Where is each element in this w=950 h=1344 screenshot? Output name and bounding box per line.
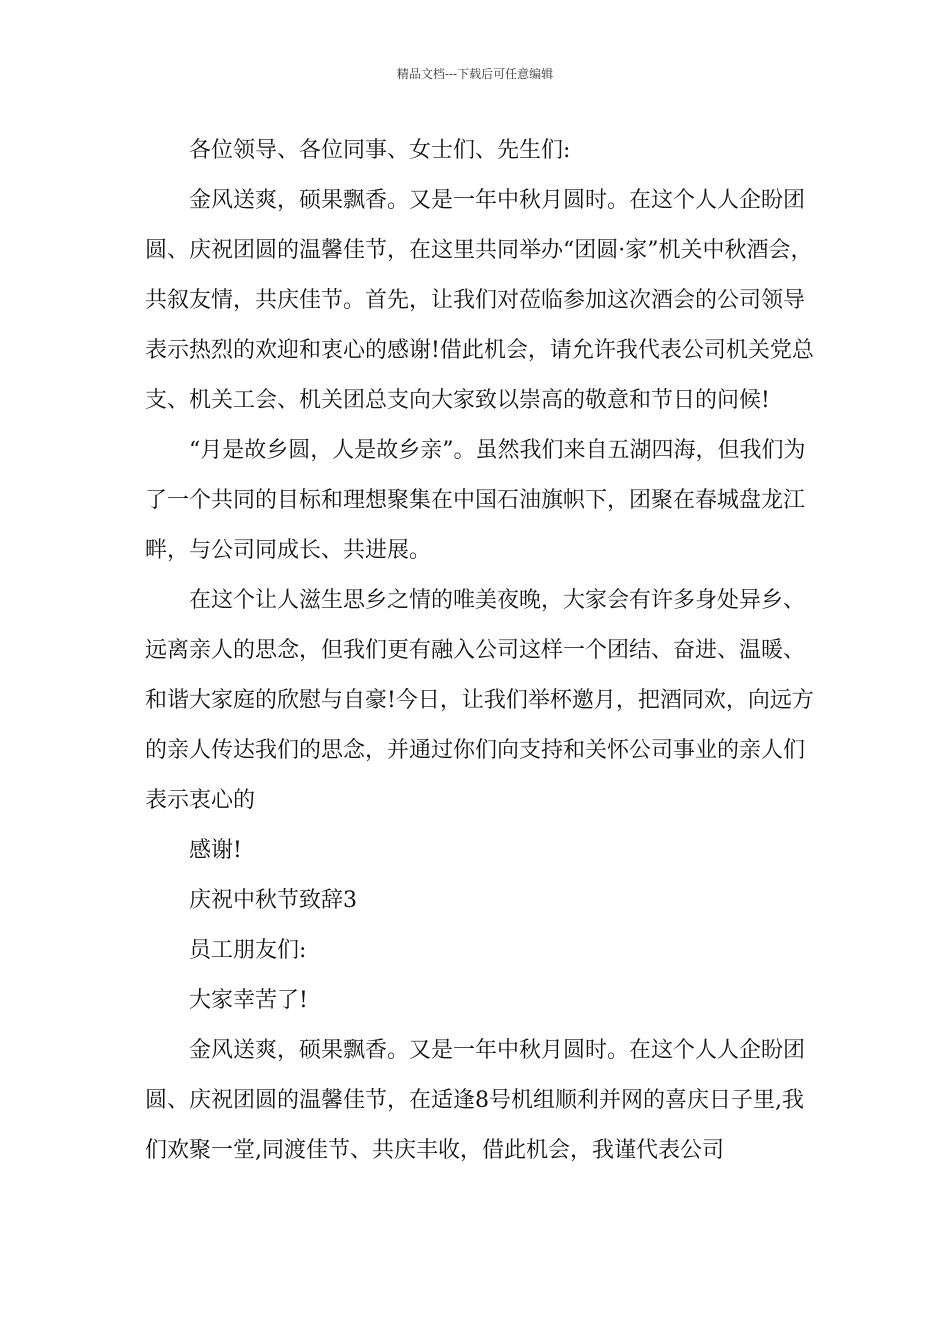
document-body: [145, 126, 825, 1176]
paragraph-second-opening: 金风送爽，硕果飘香。又是一年中秋月圆时。在这个人人企盼团圆、庆祝团圆的温馨佳节，在适逢8号机组顺利并网的喜庆日子里,我们欢聚一堂,同渡佳节、共庆丰收，借此机会，我谨代表公司: [145, 1038, 806, 1163]
paragraph-evening: 在这个让人滋生思乡之情的唯美夜晚，大家会有许多身处异乡、远离亲人的思念，但我们更有融入公司这样一个团结、奋进、温暖、和谐大家庭的欣慰与自豪!今日，让我们举杯邀月，把酒同欢，向远方的亲人传达我们的思念，并通过你们向支持和关怀公司事业的亲人们表示衷心的: [145, 588, 814, 813]
paragraph-opening: 金风送爽，硕果飘香。又是一年中秋月圆时。在这个人人企盼团圆、庆祝团圆的温馨佳节，在这里共同举办“团圆·家”机关中秋酒会，共叙友情，共庆佳节。首先，让我们对莅临参加这次酒会的公司领导表示热烈的欢迎和衷心的感谢!借此机会，请允许我代表公司机关党总支、机关工会、机关团总支向大家致以崇高的敬意和节日的问候!: [145, 188, 814, 413]
paragraph-thanks: 感谢!: [189, 838, 242, 863]
section-title: 庆祝中秋节致辞3: [189, 888, 357, 913]
paragraph-hometown: “月是故乡圆，人是故乡亲”。虽然我们来自五湖四海，但我们为了一个共同的目标和理想聚集在中国石油旗帜下，团聚在春城盘龙江畔，与公司同成长、共进展。: [145, 438, 806, 563]
paragraph-greeting: 员工朋友们:: [189, 938, 307, 963]
paragraph-salutation: 各位领导、各位同事、女士们、先生们:: [189, 138, 571, 163]
paragraph-hardwork: 大家幸苦了!: [189, 988, 308, 1013]
page-header: 精品文档---下载后可任意编辑: [396, 67, 554, 81]
